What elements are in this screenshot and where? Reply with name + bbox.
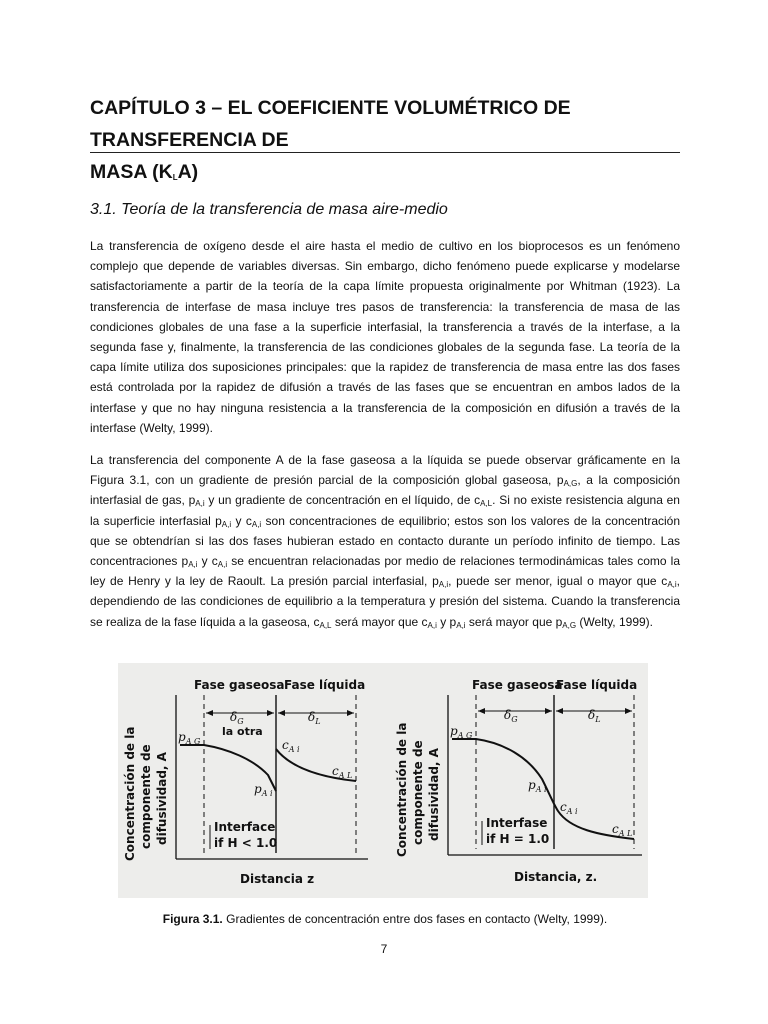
page-number: 7: [380, 942, 388, 956]
title-divider: [90, 152, 680, 153]
left-la-otra: la otra: [222, 725, 263, 738]
left-condition: if H < 1.0: [214, 836, 278, 850]
left-c-al: $c_{A L}$: [332, 764, 353, 780]
right-p-ag: $p_{A G}$: [450, 724, 473, 740]
caption-text: Gradientes de concentración entre dos fases en contacto (Welty, 1999).: [226, 912, 608, 926]
right-c-al: $c_{A L}$: [612, 822, 633, 838]
figure-caption: [90, 912, 680, 926]
right-diagram: [395, 678, 642, 884]
left-c-ai: $c_{A i}$: [282, 738, 300, 754]
caption-label: Figura 3.1.: [162, 912, 223, 926]
left-p-ai: $p_{A i}$: [254, 782, 273, 798]
right-delta-l: $\delta_L$: [588, 708, 601, 724]
right-interface-label: Interfase: [486, 816, 548, 830]
chapter-title-line1: CAPÍTULO 3 – EL COEFICIENTE VOLUMÉTRICO DE TRANSFERENCIA DE: [90, 97, 571, 151]
left-xlabel: Distancia z: [240, 872, 315, 886]
chapter-title: [90, 92, 680, 188]
right-ylabel-line1: Concentración de la: [395, 722, 409, 857]
left-ylabel-line3: difusividad, A: [155, 752, 169, 845]
section-title: 3.1. Teoría de la transferencia de masa aire-medio: [90, 201, 448, 218]
left-p-ag: $p_{A G}$: [178, 730, 201, 746]
left-interface-label: Interface: [214, 820, 276, 834]
paragraph-2: La transferencia del componente A de la fase gaseosa a la líquida se puede observar gráficamente en la Figura 3.1, con un gradiente de presión parcial de la composición global gaseosa, $p_{A,G}$, a la composición interfasial de gas, $p_{A,i}$ y un gradiente de concentración en el líquido, de $c_{A,L}$. Si no existe resistencia alguna en la superficie interfasial $p_{A,i}$ y $c_{A,i}$ son concentraciones de equilibrio; estos son los valores de la concentración que se obtendrían si las dos fases hubieran estado en contacto durante un período infinito de tiempo. Las concentraciones $p_{A,i}$ y $c_{A,i}$ se encuentran relacionadas por medio de relaciones termodinámicas tales como la ley de Henry y la ley de Raoult. La presión parcial interfasial, $p_{A,i}$, puede ser menor, igual o mayor que $c_{A,i}$, dependiendo de las condiciones de equilibrio a la temperatura y presión del sistema. Cuando la transferencia se realiza de la fase líquida a la gaseosa, $c_{A,L}$ será mayor que $c_{A,i}$ y $p_{A,i}$ será mayor que $p_{A,G}$ (Welty, 1999).: [90, 453, 681, 630]
left-delta-g: $\delta_G$: [230, 710, 244, 726]
left-ylabel-line1: Concentración de la: [123, 726, 137, 861]
right-xlabel: Distancia, z.: [514, 870, 598, 884]
left-phase-gas: Fase gaseosa: [194, 678, 285, 692]
chapter-title-line2: MASA $(K_LA)$: [90, 161, 199, 183]
right-c-ai: $c_{A i}$: [560, 800, 578, 816]
left-ylabel-line2: componente de: [139, 744, 153, 849]
right-phase-gas: Fase gaseosa: [472, 678, 563, 692]
paragraph-1: La transferencia de oxígeno desde el aire hasta el medio de cultivo en los bioprocesos es un fenómeno complejo que depende de variables diversas. Sin embargo, dicho fenómeno puede explicarse y modelarse satisfactoriamente a partir de la teoría de la capa límite propuesta originalmente por Whitman (1923). La transferencia de interfase de masa incluye tres pasos de transferencia: la transferencia de masa de las condiciones globales de una fase a la superficie interfasial, la transferencia a través de la interfase, a la segunda fase y, finalmente, la transferencia de las condiciones globales de la segunda fase. La teoría de la capa límite utiliza dos suposiciones principales: que la rapidez de transferencia de masa entre las dos fases está controlada por la rapidez de difusión a través de las fases que se encuentran en ambos lados de la interfase y que no hay ninguna resistencia a la transferencia de la composición en difusión a través de la interfase (Welty, 1999).: [90, 239, 680, 435]
right-p-ai: $p_{A i}$: [528, 778, 547, 794]
right-ylabel-line2: componente de: [411, 740, 425, 845]
right-delta-g: $\delta_G$: [504, 708, 518, 724]
left-delta-l: $\delta_L$: [308, 710, 321, 726]
right-condition: if H = 1.0: [486, 832, 550, 846]
figure-3-1: [118, 663, 648, 898]
left-diagram: [123, 678, 368, 886]
left-phase-liquid: Fase líquida: [284, 678, 366, 692]
right-ylabel-line3: difusividad, A: [427, 748, 441, 841]
right-phase-liquid: Fase líquida: [556, 678, 638, 692]
